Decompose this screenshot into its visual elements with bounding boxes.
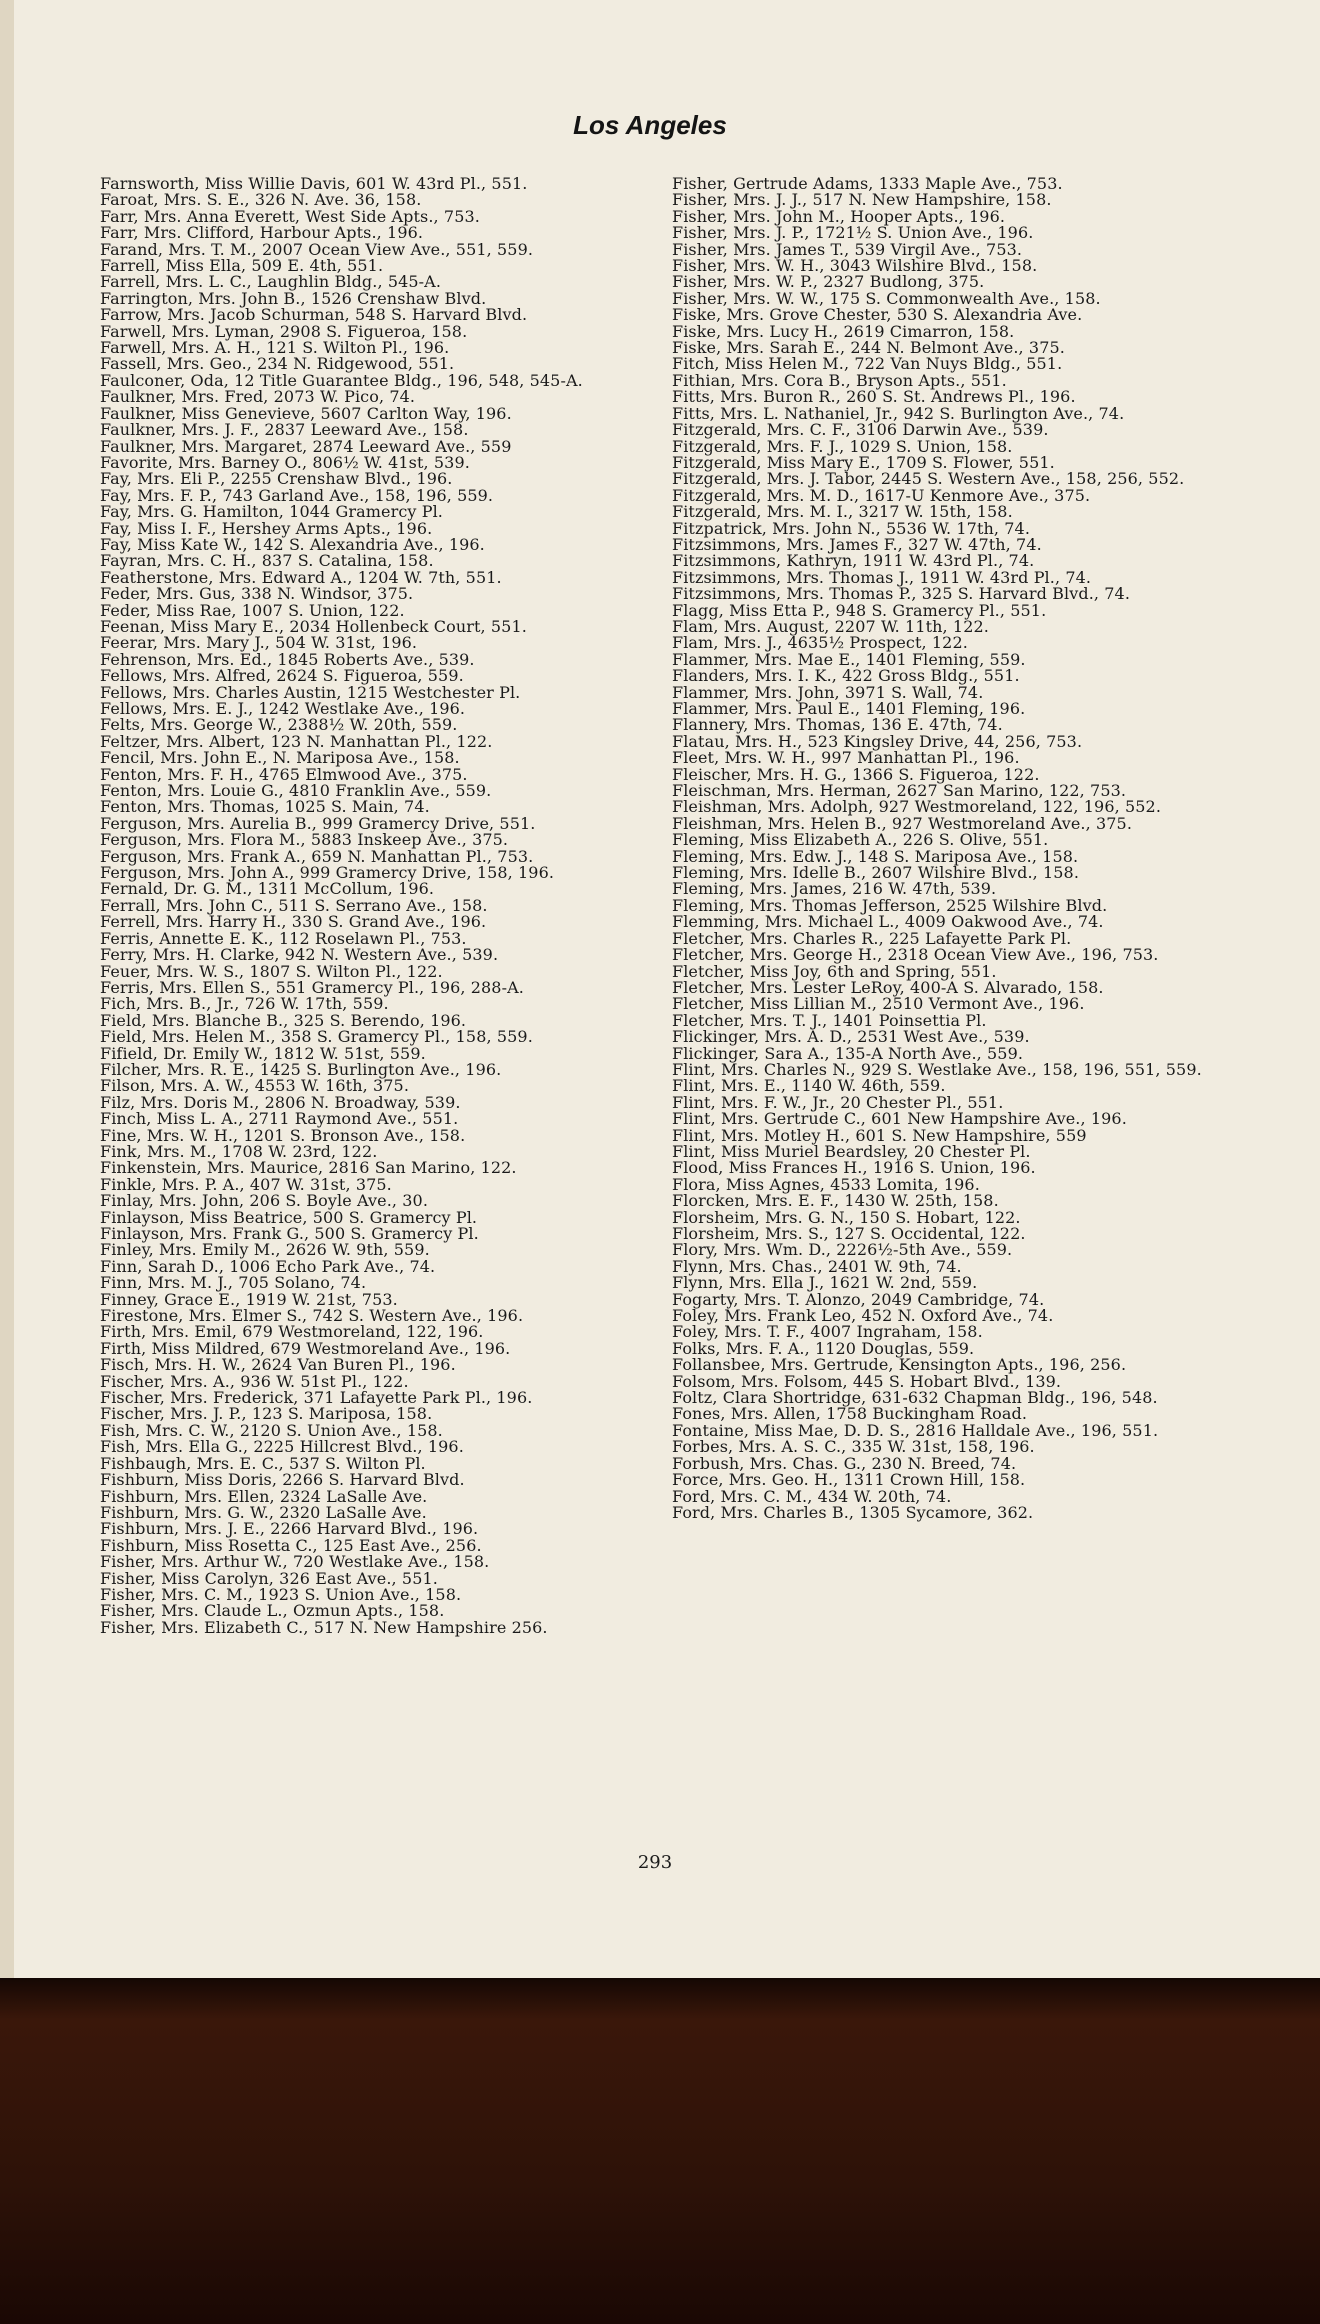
directory-entry: Fletcher, Miss Lillian M., 2510 Vermont Ave., 196. xyxy=(672,994,1085,1014)
directory-entry: Fisher, Mrs. Elizabeth C., 517 N. New Hampshire 256. xyxy=(100,1617,548,1637)
directory-entry: Faroat, Mrs. S. E., 326 N. Ave. 36, 158. xyxy=(100,190,422,210)
directory-entry: Flickinger, Mrs. A. D., 2531 West Ave., 539. xyxy=(672,1027,1030,1047)
directory-entry: Fellows, Mrs. Alfred, 2624 S. Figueroa, 559. xyxy=(100,666,464,686)
directory-entry: Field, Mrs. Helen M., 358 S. Gramercy Pl., 158, 559. xyxy=(100,1027,533,1047)
directory-entry: Feltzer, Mrs. Albert, 123 N. Manhattan Pl., 122. xyxy=(100,731,493,751)
directory-entry: Flint, Mrs. Gertrude C., 601 New Hampshire Ave., 196. xyxy=(672,1109,1127,1129)
directory-entry: Fiske, Mrs. Lucy H., 2619 Cimarron, 158. xyxy=(672,321,1015,341)
directory-entry: Fleming, Mrs. Edw. J., 148 S. Mariposa Ave., 158. xyxy=(672,846,1079,866)
directory-entry: Fellows, Mrs. E. J., 1242 Westlake Ave., 196. xyxy=(100,699,466,718)
directory-entry: Florsheim, Mrs. S., 127 S. Occidental, 122. xyxy=(672,1224,1026,1243)
directory-entry: Fisher, Mrs. W. W., 175 S. Commonwealth Ave., 158. xyxy=(672,288,1101,308)
directory-entry: Fisher, Mrs. J. J., 517 N. New Hampshire, 158. xyxy=(672,190,1052,210)
directory-entry: Fisher, Mrs. J. P., 1721½ S. Union Ave., 196. xyxy=(672,223,1034,243)
directory-entry: Fay, Mrs. F. P., 743 Garland Ave., 158, 196, 559. xyxy=(100,485,494,505)
page-number: 293 xyxy=(637,1852,673,1873)
directory-entry: Farand, Mrs. T. M., 2007 Ocean View Ave., 551, 559. xyxy=(100,239,534,259)
directory-entry: Faulkner, Mrs. J. F., 2837 Leeward Ave., 158. xyxy=(100,420,469,440)
page-title: Los Angeles xyxy=(573,110,727,140)
directory-entry: Fleming, Mrs. Idelle B., 2607 Wilshire Blvd., 158. xyxy=(672,863,1080,883)
directory-entry: Ferguson, Mrs. Frank A., 659 N. Manhattan Pl., 753. xyxy=(100,846,534,866)
directory-entry: Fenton, Mrs. Louie G., 4810 Franklin Ave., 559. xyxy=(100,781,492,801)
background-surface xyxy=(0,1978,1320,2324)
directory-entry: Flammer, Mrs. John, 3971 S. Wall, 74. xyxy=(672,682,984,702)
directory-entry: Fontaine, Miss Mae, D. D. S., 2816 Halldale Ave., 196, 551. xyxy=(672,1420,1159,1440)
directory-entry: Fletcher, Mrs. Lester LeRoy, 400-A S. Alvarado, 158. xyxy=(672,977,1104,997)
directory-entry: Flood, Miss Frances H., 1916 S. Union, 196. xyxy=(672,1158,1036,1178)
directory-entry: Fishburn, Mrs. Ellen, 2324 LaSalle Ave. xyxy=(100,1486,428,1506)
directory-entry: Fayran, Mrs. C. H., 837 S. Catalina, 158. xyxy=(100,551,434,571)
directory-entry: Finkle, Mrs. P. A., 407 W. 31st, 375. xyxy=(100,1174,392,1194)
directory-entry: Fellows, Mrs. Charles Austin, 1215 Westchester Pl. xyxy=(100,682,521,702)
directory-entry: Finney, Grace E., 1919 W. 21st, 753. xyxy=(100,1289,398,1309)
directory-entry: Fitts, Mrs. L. Nathaniel, Jr., 942 S. Burlington Ave., 74. xyxy=(672,403,1125,423)
directory-entry: Filz, Mrs. Doris M., 2806 N. Broadway, 539. xyxy=(100,1092,461,1112)
directory-entry: Flammer, Mrs. Mae E., 1401 Fleming, 559. xyxy=(672,649,1026,669)
directory-entry: Flammer, Mrs. Paul E., 1401 Fleming, 196. xyxy=(672,699,1026,718)
directory-entry: Fisher, Mrs. Arthur W., 720 Westlake Ave., 158. xyxy=(100,1552,490,1572)
directory-entry: Fitzsimmons, Mrs. James F., 327 W. 47th, 74. xyxy=(672,534,1042,554)
directory-entry: Flam, Mrs. August, 2207 W. 11th, 122. xyxy=(672,616,989,636)
directory-entry: Fiske, Mrs. Grove Chester, 530 S. Alexandria Ave. xyxy=(672,305,1083,325)
directory-entry: Fine, Mrs. W. H., 1201 S. Bronson Ave., 158. xyxy=(100,1125,466,1145)
directory-entry: Farrell, Miss Ella, 509 E. 4th, 551. xyxy=(100,256,384,276)
directory-entry: Ferrell, Mrs. Harry H., 330 S. Grand Ave., 196. xyxy=(100,912,487,932)
directory-entry: Forbush, Mrs. Chas. G., 230 N. Breed, 74. xyxy=(672,1453,1017,1473)
directory-entry: Fishburn, Mrs. J. E., 2266 Harvard Blvd., 196. xyxy=(100,1519,479,1539)
directory-entry: Fischer, Mrs. Frederick, 371 Lafayette Park Pl., 196. xyxy=(100,1388,533,1408)
directory-entry: Fish, Mrs. Ella G., 2225 Hillcrest Blvd., 196. xyxy=(100,1437,464,1457)
directory-entry: Flanders, Mrs. I. K., 422 Gross Bldg., 551. xyxy=(672,666,1020,686)
directory-entry: Fleet, Mrs. W. H., 997 Manhattan Pl., 196. xyxy=(672,748,1020,768)
directory-entry: Fassell, Mrs. Geo., 234 N. Ridgewood, 551. xyxy=(100,354,455,374)
directory-entry: Finch, Miss L. A., 2711 Raymond Ave., 551. xyxy=(100,1109,459,1129)
directory-entry: Finlayson, Mrs. Frank G., 500 S. Gramercy Pl. xyxy=(100,1224,479,1243)
directory-entry: Fitzpatrick, Mrs. John N., 5536 W. 17th, 74. xyxy=(672,518,1031,538)
directory-entry: Faulkner, Miss Genevieve, 5607 Carlton Way, 196. xyxy=(100,403,512,423)
directory-entry: Fletcher, Mrs. George H., 2318 Ocean View Ave., 196, 753. xyxy=(672,945,1159,965)
directory-entry: Foley, Mrs. Frank Leo, 452 N. Oxford Ave., 74. xyxy=(672,1306,1054,1326)
directory-entry: Fay, Miss I. F., Hershey Arms Apts., 196. xyxy=(100,518,433,538)
directory-entry: Felts, Mrs. George W., 2388½ W. 20th, 559. xyxy=(100,715,458,735)
directory-entry: Farrow, Mrs. Jacob Schurman, 548 S. Harvard Blvd. xyxy=(100,305,528,325)
directory-entry: Fencil, Mrs. John E., N. Mariposa Ave., 158. xyxy=(100,748,460,768)
directory-entry: Flickinger, Sara A., 135-A North Ave., 559. xyxy=(672,1043,1024,1063)
directory-entry: Fay, Miss Kate W., 142 S. Alexandria Ave., 196. xyxy=(100,534,485,554)
directory-entry: Finlayson, Miss Beatrice, 500 S. Gramercy Pl. xyxy=(100,1207,478,1227)
directory-entry: Filson, Mrs. A. W., 4553 W. 16th, 375. xyxy=(100,1076,410,1096)
directory-entry: Feuer, Mrs. W. S., 1807 S. Wilton Pl., 122. xyxy=(100,961,443,981)
directory-entry: Feder, Mrs. Gus, 338 N. Windsor, 375. xyxy=(100,584,414,604)
directory-entry: Fiske, Mrs. Sarah E., 244 N. Belmont Ave., 375. xyxy=(672,338,1065,358)
directory-entry: Firth, Miss Mildred, 679 Westmoreland Ave., 196. xyxy=(100,1338,511,1358)
directory-entry: Fisher, Gertrude Adams, 1333 Maple Ave., 753. xyxy=(672,174,1063,193)
directory-entry: Fishburn, Miss Rosetta C., 125 East Ave., 256. xyxy=(100,1535,482,1555)
page-edge xyxy=(0,0,14,1978)
directory-entry: Fisher, Mrs. C. M., 1923 S. Union Ave., 158. xyxy=(100,1584,462,1604)
directory-entry: Fitzgerald, Mrs. F. J., 1029 S. Union, 158. xyxy=(672,436,1013,456)
directory-entry: Flora, Miss Agnes, 4533 Lomita, 196. xyxy=(672,1174,980,1194)
directory-entry: Fisher, Miss Carolyn, 326 East Ave., 551. xyxy=(100,1568,438,1588)
directory-entry: Fletcher, Mrs. T. J., 1401 Poinsettia Pl. xyxy=(672,1010,987,1030)
directory-entry: Ferris, Annette E. K., 112 Roselawn Pl., 753. xyxy=(100,928,467,948)
directory-entry: Fitzgerald, Mrs. C. F., 3106 Darwin Ave., 539. xyxy=(672,420,1049,440)
directory-entry: Feder, Miss Rae, 1007 S. Union, 122. xyxy=(100,600,405,620)
directory-entry: Faulkner, Mrs. Fred, 2073 W. Pico, 74. xyxy=(100,387,416,407)
directory-entry: Faulkner, Mrs. Margaret, 2874 Leeward Ave., 559 xyxy=(100,436,512,456)
directory-entry: Flagg, Miss Etta P., 948 S. Gramercy Pl., 551. xyxy=(672,600,1047,620)
directory-entry: Farrell, Mrs. L. C., Laughlin Bldg., 545-A. xyxy=(100,272,442,292)
directory-entry: Farr, Mrs. Anna Everett, West Side Apts., 753. xyxy=(100,206,480,226)
directory-entry: Flynn, Mrs. Ella J., 1621 W. 2nd, 559. xyxy=(672,1273,978,1293)
directory-entry: Flint, Mrs. Motley H., 601 S. New Hampshire, 559 xyxy=(672,1125,1087,1145)
directory-entry: Flemming, Mrs. Michael L., 4009 Oakwood Ave., 74. xyxy=(672,912,1104,932)
directory-entry: Fitzsimmons, Mrs. Thomas J., 1911 W. 43rd Pl., 74. xyxy=(672,567,1092,587)
directory-entry: Fleming, Mrs. Thomas Jefferson, 2525 Wilshire Blvd. xyxy=(672,895,1108,915)
directory-entry: Farnsworth, Miss Willie Davis, 601 W. 43rd Pl., 551. xyxy=(100,174,528,193)
directory-entry: Finn, Sarah D., 1006 Echo Park Ave., 74. xyxy=(100,1256,436,1276)
directory-entry: Fischer, Mrs. J. P., 123 S. Mariposa, 158. xyxy=(100,1404,433,1424)
directory-entry: Fletcher, Mrs. Charles R., 225 Lafayette Park Pl. xyxy=(672,928,1072,948)
directory-entry: Fletcher, Miss Joy, 6th and Spring, 551. xyxy=(672,961,997,981)
directory-entry: Fisher, Mrs. Claude L., Ozmun Apts., 158. xyxy=(100,1601,445,1621)
directory-entry: Ford, Mrs. C. M., 434 W. 20th, 74. xyxy=(672,1486,952,1506)
directory-entry: Fleishman, Mrs. Adolph, 927 Westmoreland, 122, 196, 552. xyxy=(672,797,1162,817)
directory-entry: Ferguson, Mrs. Flora M., 5883 Inskeep Ave., 375. xyxy=(100,830,509,850)
directory-entry: Forbes, Mrs. A. S. C., 335 W. 31st, 158, 196. xyxy=(672,1437,1035,1457)
right-column xyxy=(672,176,1212,1521)
directory-entry: Flint, Mrs. Charles N., 929 S. Westlake Ave., 158, 196, 551, 559. xyxy=(672,1059,1202,1079)
directory-entry: Fernald, Dr. G. M., 1311 McCollum, 196. xyxy=(100,879,435,899)
directory-entry: Farwell, Mrs. Lyman, 2908 S. Figueroa, 158. xyxy=(100,321,468,341)
directory-entry: Finley, Mrs. Emily M., 2626 W. 9th, 559. xyxy=(100,1240,430,1260)
directory-entry: Fisher, Mrs. W. H., 3043 Wilshire Blvd., 158. xyxy=(672,256,1038,276)
directory-entry: Fleming, Mrs. James, 216 W. 47th, 539. xyxy=(672,879,997,899)
directory-entry: Fisher, Mrs. James T., 539 Virgil Ave., 753. xyxy=(672,239,1023,259)
directory-entry: Field, Mrs. Blanche B., 325 S. Berendo, 196. xyxy=(100,1010,467,1030)
directory-entry: Fitzsimmons, Mrs. Thomas P., 325 S. Harvard Blvd., 74. xyxy=(672,584,1131,604)
directory-entry: Featherstone, Mrs. Edward A., 1204 W. 7th, 551. xyxy=(100,567,502,587)
directory-entry: Fehrenson, Mrs. Ed., 1845 Roberts Ave., 539. xyxy=(100,649,475,669)
directory-entry: Follansbee, Mrs. Gertrude, Kensington Apts., 196, 256. xyxy=(672,1355,1127,1375)
directory-entry: Flint, Mrs. F. W., Jr., 20 Chester Pl., 551. xyxy=(672,1092,1004,1112)
directory-entry: Florsheim, Mrs. G. N., 150 S. Hobart, 122. xyxy=(672,1207,1021,1227)
directory-entry: Fleischman, Mrs. Herman, 2627 San Marino, 122, 753. xyxy=(672,781,1127,801)
directory-entry: Fich, Mrs. B., Jr., 726 W. 17th, 559. xyxy=(100,994,389,1014)
directory-entry: Foltz, Clara Shortridge, 631-632 Chapman Bldg., 196, 548. xyxy=(672,1388,1158,1408)
directory-entry: Florcken, Mrs. E. F., 1430 W. 25th, 158. xyxy=(672,1191,999,1211)
directory-entry: Fithian, Mrs. Cora B., Bryson Apts., 551. xyxy=(672,370,1007,390)
directory-entry: Flam, Mrs. J., 4635½ Prospect, 122. xyxy=(672,633,968,653)
directory-entry: Foley, Mrs. T. F., 4007 Ingraham, 158. xyxy=(672,1322,983,1342)
directory-entry: Fishburn, Miss Doris, 2266 S. Harvard Blvd. xyxy=(100,1470,465,1490)
directory-entry: Ferguson, Mrs. Aurelia B., 999 Gramercy Drive, 551. xyxy=(100,813,536,833)
directory-entry: Fischer, Mrs. A., 936 W. 51st Pl., 122. xyxy=(100,1371,409,1391)
directory-entry: Flatau, Mrs. H., 523 Kingsley Drive, 44, 256, 753. xyxy=(672,731,1083,751)
directory-entry: Farwell, Mrs. A. H., 121 S. Wilton Pl., 196. xyxy=(100,338,450,358)
directory-entry: Firth, Mrs. Emil, 679 Westmoreland, 122, 196. xyxy=(100,1322,484,1342)
directory-entry: Ferris, Mrs. Ellen S., 551 Gramercy Pl., 196, 288-A. xyxy=(100,977,524,997)
directory-entry: Fleming, Miss Elizabeth A., 226 S. Olive, 551. xyxy=(672,830,1049,850)
directory-entry: Faulconer, Oda, 12 Title Guarantee Bldg., 196, 548, 545-A. xyxy=(100,370,583,390)
directory-entry: Fitzgerald, Mrs. M. I., 3217 W. 15th, 158. xyxy=(672,502,1013,522)
directory-entry: Fishburn, Mrs. G. W., 2320 LaSalle Ave. xyxy=(100,1502,427,1522)
directory-entry: Flint, Mrs. E., 1140 W. 46th, 559. xyxy=(672,1076,946,1096)
directory-entry: Farr, Mrs. Clifford, Harbour Apts., 196. xyxy=(100,223,424,243)
directory-entry: Ford, Mrs. Charles B., 1305 Sycamore, 362. xyxy=(672,1502,1034,1522)
directory-entry: Fisher, Mrs. John M., Hooper Apts., 196. xyxy=(672,206,1006,226)
directory-entry: Flynn, Mrs. Chas., 2401 W. 9th, 74. xyxy=(672,1256,962,1276)
directory-entry: Fink, Mrs. M., 1708 W. 23rd, 122. xyxy=(100,1141,378,1161)
directory-entry: Flint, Miss Muriel Beardsley, 20 Chester Pl. xyxy=(672,1141,1031,1161)
directory-entry: Fay, Mrs. Eli P., 2255 Crenshaw Blvd., 196. xyxy=(100,469,453,489)
directory-entry: Finkenstein, Mrs. Maurice, 2816 San Marino, 122. xyxy=(100,1158,517,1178)
directory-entry: Ferrall, Mrs. John C., 511 S. Serrano Ave., 158. xyxy=(100,895,488,915)
directory-entry: Fitzgerald, Miss Mary E., 1709 S. Flower, 551. xyxy=(672,452,1055,472)
directory-entry: Feenan, Miss Mary E., 2034 Hollenbeck Court, 551. xyxy=(100,616,527,636)
directory-entry: Flory, Mrs. Wm. D., 2226½-5th Ave., 559. xyxy=(672,1240,1013,1260)
directory-entry: Fishbaugh, Mrs. E. C., 537 S. Wilton Pl. xyxy=(100,1453,426,1473)
directory-entry: Fitzsimmons, Kathryn, 1911 W. 43rd Pl., 74. xyxy=(672,551,1035,571)
directory-entry: Finlay, Mrs. John, 206 S. Boyle Ave., 30. xyxy=(100,1191,429,1211)
directory-entry: Favorite, Mrs. Barney O., 806½ W. 41st, 539. xyxy=(100,452,470,472)
directory-entry: Ferguson, Mrs. John A., 999 Gramercy Drive, 158, 196. xyxy=(100,863,555,883)
directory-entry: Flannery, Mrs. Thomas, 136 E. 47th, 74. xyxy=(672,715,1003,735)
directory-entry: Fifield, Dr. Emily W., 1812 W. 51st, 559. xyxy=(100,1043,426,1063)
directory-entry: Fay, Mrs. G. Hamilton, 1044 Gramercy Pl. xyxy=(100,502,443,522)
directory-entry: Ferry, Mrs. H. Clarke, 942 N. Western Ave., 539. xyxy=(100,945,499,965)
directory-entry: Firestone, Mrs. Elmer S., 742 S. Western Ave., 196. xyxy=(100,1306,524,1326)
directory-entry: Folsom, Mrs. Folsom, 445 S. Hobart Blvd., 139. xyxy=(672,1371,1062,1391)
directory-entry: Fitzgerald, Mrs. J. Tabor, 2445 S. Western Ave., 158, 256, 552. xyxy=(672,469,1185,489)
directory-entry: Fish, Mrs. C. W., 2120 S. Union Ave., 158. xyxy=(100,1420,443,1440)
left-column xyxy=(100,176,640,1636)
directory-entry: Finn, Mrs. M. J., 705 Solano, 74. xyxy=(100,1273,367,1293)
directory-entry: Fleishman, Mrs. Helen B., 927 Westmoreland Ave., 375. xyxy=(672,813,1133,833)
directory-entry: Fogarty, Mrs. T. Alonzo, 2049 Cambridge, 74. xyxy=(672,1289,1045,1309)
directory-entry: Fitzgerald, Mrs. M. D., 1617-U Kenmore Ave., 375. xyxy=(672,485,1091,505)
directory-entry: Fones, Mrs. Allen, 1758 Buckingham Road. xyxy=(672,1404,1027,1424)
directory-entry: Fitts, Mrs. Buron R., 260 S. St. Andrews Pl., 196. xyxy=(672,387,1076,407)
directory-entry: Force, Mrs. Geo. H., 1311 Crown Hill, 158. xyxy=(672,1470,1026,1490)
directory-entry: Filcher, Mrs. R. E., 1425 S. Burlington Ave., 196. xyxy=(100,1059,502,1079)
directory-entry: Feerar, Mrs. Mary J., 504 W. 31st, 196. xyxy=(100,633,418,653)
directory-entry: Fisch, Mrs. H. W., 2624 Van Buren Pl., 196. xyxy=(100,1355,456,1375)
directory-entry: Farrington, Mrs. John B., 1526 Crenshaw Blvd. xyxy=(100,288,487,308)
directory-entry: Fenton, Mrs. F. H., 4765 Elmwood Ave., 375. xyxy=(100,764,468,784)
directory-entry: Fisher, Mrs. W. P., 2327 Budlong, 375. xyxy=(672,272,985,292)
directory-entry: Fitch, Miss Helen M., 722 Van Nuys Bldg., 551. xyxy=(672,354,1063,374)
directory-entry: Folks, Mrs. F. A., 1120 Douglas, 559. xyxy=(672,1338,975,1358)
directory-entry: Fleischer, Mrs. H. G., 1366 S. Figueroa, 122. xyxy=(672,764,1040,784)
directory-entry: Fenton, Mrs. Thomas, 1025 S. Main, 74. xyxy=(100,797,430,817)
